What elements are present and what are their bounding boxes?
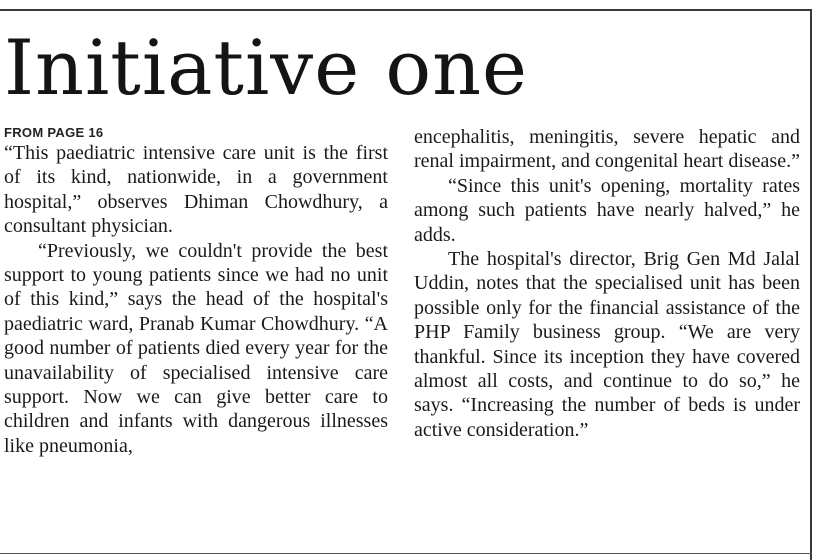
right-border-rule <box>810 9 812 560</box>
article-paragraph: encephalitis, meningitis, severe hepatic and renal impairment, and congenital heart disease.” <box>414 126 800 173</box>
article-paragraph: “This paediatric intensive care unit is the first of its kind, nationwide, in a government hospital,” observes Dhiman Chowdhury, a consultant physician. <box>4 142 388 238</box>
top-border-rule <box>0 9 812 11</box>
article-headline: Initiative one <box>4 23 529 112</box>
jump-line: FROM PAGE 16 <box>4 125 104 140</box>
article-paragraph: “Since this unit's opening, mortality rates among such patients have nearly halved,” he adds. <box>414 174 800 246</box>
article-column-right <box>414 125 800 442</box>
bottom-border-rule <box>0 553 812 554</box>
article-paragraph: The hospital's director, Brig Gen Md Jalal Uddin, notes that the specialised unit has been possible only for the financial assistance of the PHP Family business group. “We are very thankful. Since its inception they have covered almost all costs, and continue to do so,” he says. “Increasing the number of beds is under active consideration.” <box>414 248 800 441</box>
article-column-left <box>4 125 388 458</box>
article-paragraph: “Previously, we couldn't provide the best support to young patients since we had no unit of this kind,” says the head of the hospital's paediatric ward, Pranab Kumar Chowdhury. “A good number of patients died every year for the unavailability of specialised intensive care support. Now we can give better care to children and infants with dangerous illnesses like pneumonia, <box>4 239 388 457</box>
